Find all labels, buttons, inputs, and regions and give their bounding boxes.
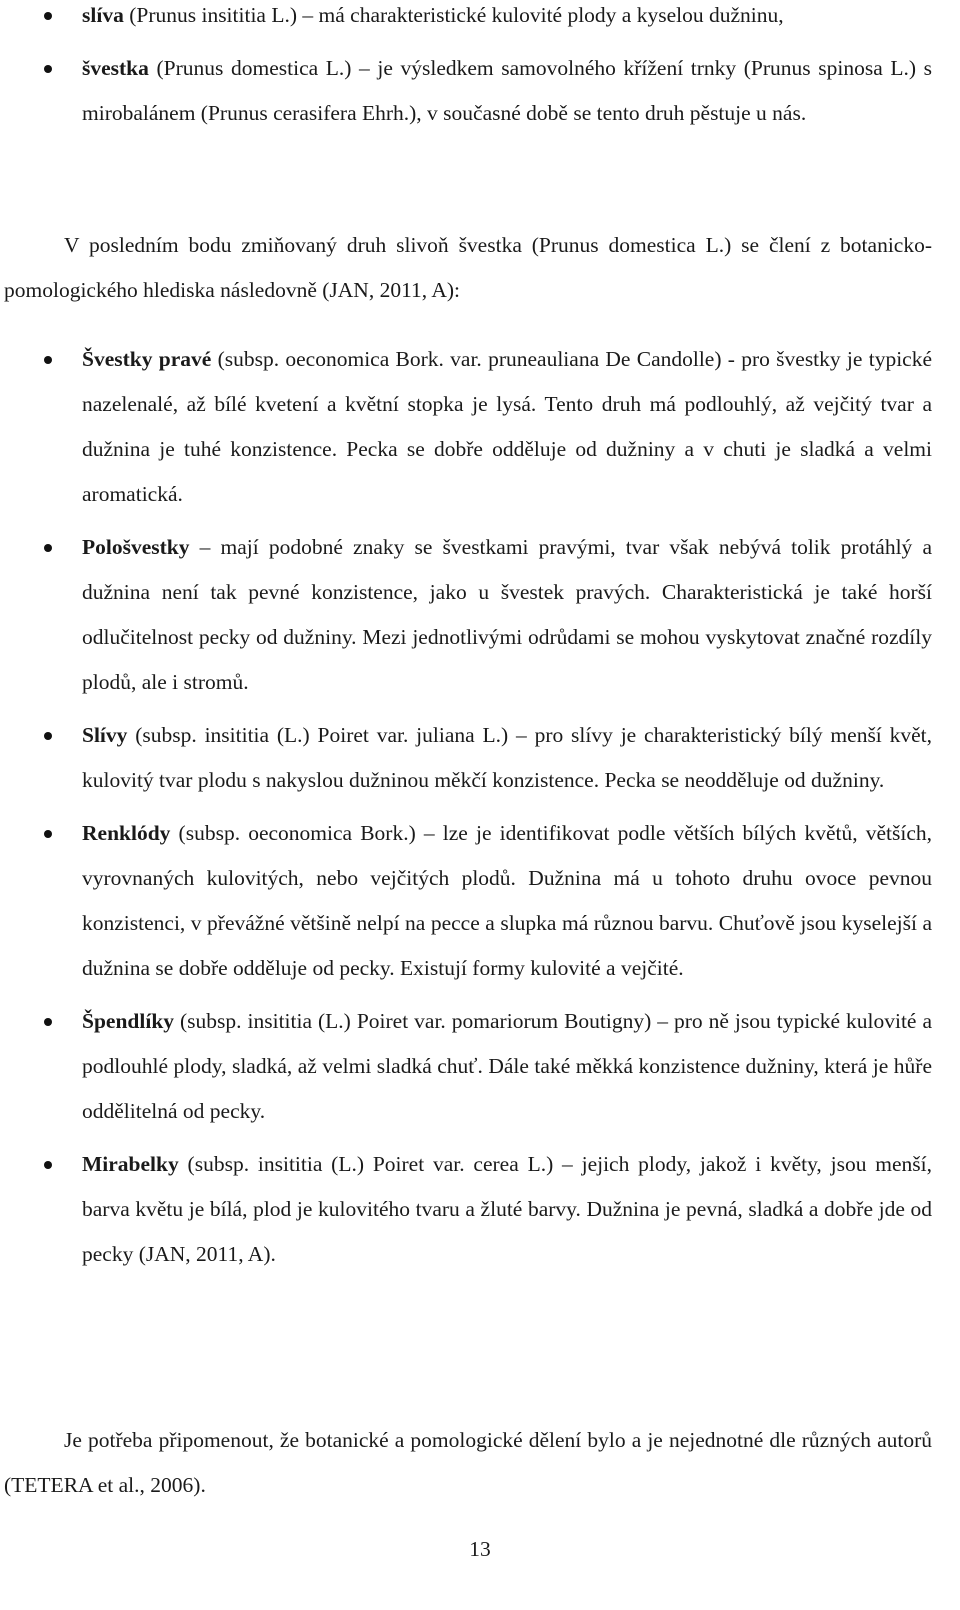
bullet-icon: [44, 1161, 52, 1169]
bullet-icon: [44, 65, 52, 73]
item-text: (Prunus insititia L.) – má charakteristické kulovité plody a kyselou dužninu,: [123, 3, 784, 27]
term-label: slíva: [82, 3, 124, 27]
term-label: Slívy: [82, 723, 128, 747]
item-text: (subsp. insititia (L.) Poiret var. juliana L.) – pro slívy je charakteristický bílý menší květ, kulovitý tvar plodu s nakyslou dužninou měkčí konzistence. Pecka se neodděluje od dužniny.: [82, 723, 932, 792]
bullet-icon: [44, 830, 52, 838]
item-text: (subsp. oeconomica Bork.) – lze je identifikovat podle větších bílých květů, větších, vyrovnaných kulovitých, nebo vejčitých plodů. Dužnina má u tohoto druhu ovoce pevnou konzistenci, v převážné většině nelpí na pecce a slupka má různou barvu. Chuťově jsou kyselejší a dužnina se dobře odděluje od pecky. Existují formy kulovité a vejčité.: [82, 821, 932, 980]
item-text: (Prunus domestica L.) – je výsledkem samovolného křížení trnky (Prunus spinosa L.) s mirobalánem (Prunus cerasifera Ehrh.), v současné době se tento druh pěstuje u nás.: [82, 56, 932, 125]
list-item: [0, 811, 960, 991]
item-text: – mají podobné znaky se švestkami pravými, tvar však nebývá tolik protáhlý a dužnina není tak pevné konzistence, jako u švestek pravých. Charakteristická je také horší odlučitelnost pecky od dužniny. Mezi jednotlivými odrůdami se mohou vyskytovat značné rozdíly plodů, ale i stromů.: [82, 535, 932, 694]
list-item: [0, 713, 960, 803]
term-label: Švestky pravé: [82, 347, 212, 371]
intro-paragraph: V posledním bodu zmiňovaný druh slivoň švestka (Prunus domestica L.) se člení z botanicko-pomologického hlediska následovně (JAN, 2011, A):: [4, 233, 932, 302]
term-label: švestka: [82, 56, 149, 80]
bullet-icon: [44, 12, 52, 20]
list-item: [0, 999, 960, 1134]
bullet-icon: [44, 732, 52, 740]
list-item: [0, 0, 960, 38]
bullet-icon: [44, 1018, 52, 1026]
closing-paragraph: Je potřeba připomenout, že botanické a pomologické dělení bylo a je nejednotné dle různých autorů (TETERA et al., 2006).: [4, 1428, 932, 1497]
item-text: (subsp. insititia (L.) Poiret var. cerea L.) – jejich plody, jakož i květy, jsou menší, barva květu je bílá, plod je kulovitého tvaru a žluté barvy. Dužnina je pevná, sladká a dobře jde od pecky (JAN, 2011, A).: [82, 1152, 932, 1266]
list-item: [0, 525, 960, 705]
list-item: [0, 337, 960, 517]
term-label: Špendlíky: [82, 1009, 175, 1033]
term-label: Mirabelky: [82, 1152, 179, 1176]
list-item: [0, 1142, 960, 1277]
bullet-list-main: [0, 337, 960, 1277]
page-number: 13: [469, 1537, 491, 1561]
bullet-icon: [44, 544, 52, 552]
item-text: (subsp. oeconomica Bork. var. pruneauliana De Candolle) - pro švestky je typické nazelenalé, až bílé kvetení a květní stopka je lysá. Tento druh má podlouhlý, až vejčitý tvar a dužnina je tuhé konzistence. Pecka se dobře odděluje od dužniny a v chuti je sladká a velmi aromatická.: [82, 347, 932, 506]
list-item: [0, 46, 960, 136]
term-label: Renklódy: [82, 821, 171, 845]
item-text: (subsp. insititia (L.) Poiret var. pomariorum Boutigny) – pro ně jsou typické kulovité a podlouhlé plody, sladká, až velmi sladká chuť. Dále také měkká konzistence dužniny, která je hůře oddělitelná od pecky.: [82, 1009, 932, 1123]
bullet-icon: [44, 356, 52, 364]
term-label: Pološvestky: [82, 535, 190, 559]
bullet-list-top: [0, 0, 960, 136]
